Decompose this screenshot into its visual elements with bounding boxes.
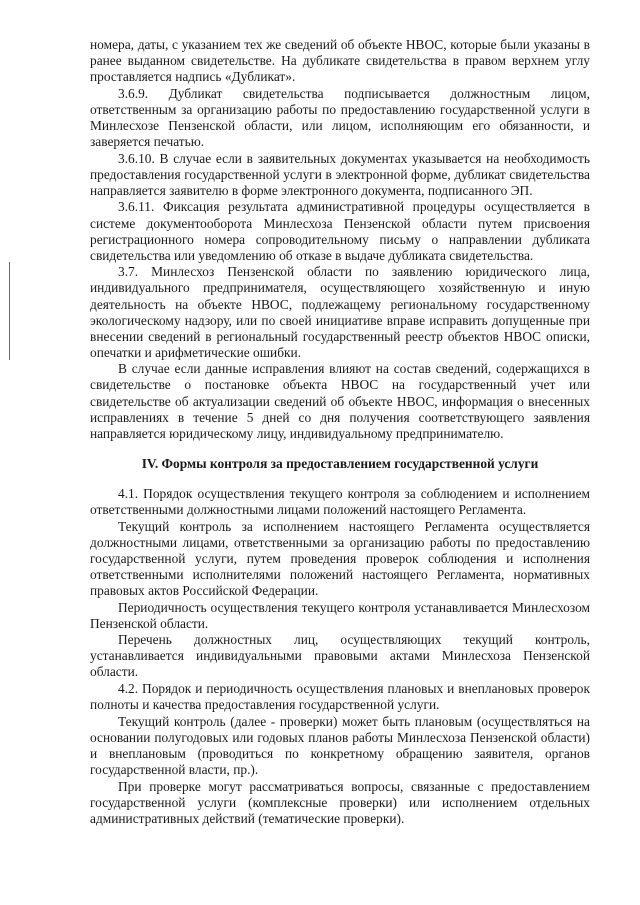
paragraph: При проверке могут рассматриваться вопросы, связанные с предоставлением государственной услуги (комплексные проверки) или исполнением отдельных административных действий (тематические проверки). (90, 778, 590, 826)
scan-margin-mark (9, 262, 10, 360)
paragraph: 3.6.11. Фиксация результата административной процедуры осуществляется в системе документооборота Минлесхоза Пензенской области путем присвоения регистрационного номера сопроводительному письму о направлении дубликата свидетельства или уведомлению об отказе в выдаче дубликата свидетельства. (90, 199, 590, 263)
paragraph: номера, даты, с указанием тех же сведений об объекте НВОС, которые были указаны в ранее выданном свидетельстве. На дубликате свидетельства в правом верхнем углу проставляется надпись «Дубликат». (90, 37, 590, 85)
paragraph: 3.6.10. В случае если в заявительных документах указывается на необходимость предоставления государственной услуги в электронной форме, дубликат свидетельства направляется заявителю в форме электронного документа, подписанного ЭП. (90, 150, 590, 198)
paragraphs-after-heading (90, 486, 590, 827)
paragraph: 4.1. Порядок осуществления текущего контроля за соблюдением и исполнением ответственными должностными лицами положений настоящего Регламента. (90, 485, 590, 517)
paragraph: Текущий контроль (далее - проверки) может быть плановым (осуществляться на основании полугодовых или годовых планов работы Минлесхоза Пензенской области) и внеплановым (проводиться по конкретному обращению заявителя, органов государственной власти, пр.). (90, 713, 590, 777)
paragraph: 3.7. Минлесхоз Пензенской области по заявлению юридического лица, индивидуального предпринимателя, осуществляющего хозяйственную и иную деятельность на объекте НВОС, подлежащему региональному государственному экологическому надзору, или по своей инициативе вправе исправить допущенные при внесении сведений в региональный государственный реестр объектов НВОС описки, опечатки и арифметические ошибки. (90, 264, 590, 360)
paragraph: Периодичность осуществления текущего контроля устанавливается Минлесхозом Пензенской области. (90, 599, 590, 631)
paragraph: Текущий контроль за исполнением настоящего Регламента осуществляется должностными лицами, ответственными за организацию работы по предоставлению государственной услуги, путем проведения проверок соблюдения и исполнения ответственными исполнителями положений настоящего Регламента, нормативных правовых актов Российской Федерации. (90, 518, 590, 598)
paragraph: В случае если данные исправления влияют на состав сведений, содержащихся в свидетельстве о постановке объекта НВОС на государственный учет или свидетельстве об актуализации сведений об объекте НВОС, информация о внесенных исправлениях в течение 5 дней со дня получения соответствующего заявления направляется юридическому лицу, индивидуальному предпринимателю. (90, 361, 590, 441)
paragraphs-before-heading (90, 37, 590, 442)
document-body (90, 37, 590, 827)
paragraph: 3.6.9. Дубликат свидетельства подписывается должностным лицом, ответственным за организацию работы по предоставлению государственной услуги в Минлесхозе Пензенской области, или лицом, исполняющим его обязанности, и заверяется печатью. (90, 85, 590, 150)
paragraph: Перечень должностных лиц, осуществляющих текущий контроль, устанавливается индивидуальными правовыми актами Минлесхоза Пензенской области. (90, 632, 590, 680)
section-heading: IV. Формы контроля за предоставлением государственной услуги (141, 455, 539, 471)
paragraph: 4.2. Порядок и периодичность осуществления плановых и внеплановых проверок полноты и качества предоставления государственной услуги. (90, 680, 590, 713)
